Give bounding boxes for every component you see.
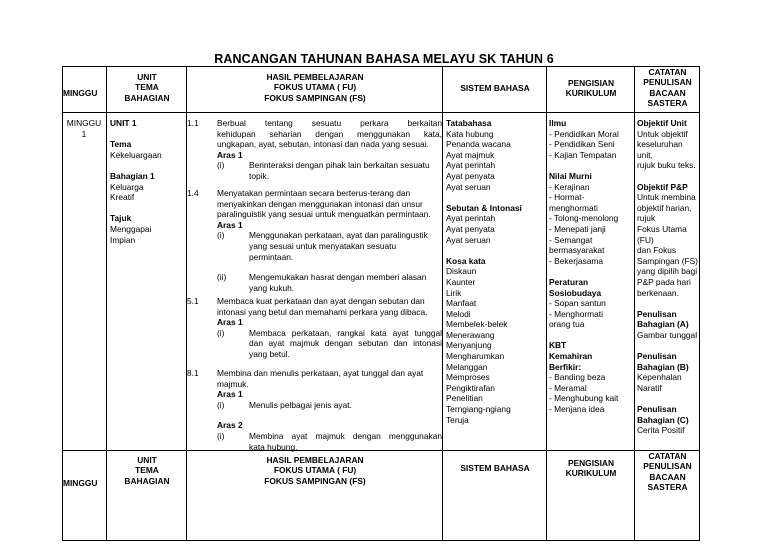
header-sistem-repeat: SISTEM BAHASA: [460, 463, 530, 473]
header-pengisian-repeat: PENGISIAN KURIKULUM: [565, 458, 617, 479]
row-unit: UNIT 1 Tema Kekeluargaan Bahagian 1 Keluarga Kreatif Tajuk Menggapai Impian: [110, 118, 162, 245]
row-catatan: Objektif Unit Untuk objektif keseluruhan unit, rujuk buku teks. Objektif P&P Untuk membina objektif harian, rujuk Fokus Utama (FU) dan Fokus Sampingan (FS) yang dipilih bagi P&P pada hari berkenaan. Penulisan Bahagian (A) Gambar tunggal Penulisan Bahagian (B) Kepenhalan Naratif Penulisan Bahagian (C) Cerita Positif: [637, 118, 698, 436]
page-title: RANCANGAN TAHUNAN BAHASA MELAYU SK TAHUN 6: [214, 52, 554, 66]
header-hasil-repeat: HASIL PEMBELAJARAN FOKUS UTAMA ( FU) FOKUS SAMPINGAN (FS): [264, 455, 366, 486]
header-minggu-repeat: MINGGU: [63, 478, 98, 488]
row-hasil: 1.1 Berbual tentang sesuatu perkara berkaitan kehidupan seharian dengan menggunakan kata, ungkapan, ayat, sebutan, intonasi dan nada yang sesuai. Aras 1 (i) Berinteraksi dengan pihak lain berkaitan sesuatu topik. 1.4 Menyatakan permintaan secara berterus-terang dan menyakinkan dengan menggunakan intonasi dan unsur paralinguistik yang sesuai untuk menguatkan permintaan. Aras 1 (i) Menggunakan perkataan, ayat dan paralingustik yang sesuai untuk menyatakan sesuatu permintaan. (ii) Mengemukakan hasrat dengan memberi alasan yang kukuh. 5.1 Membaca kuat perkataan dan ayat dengan sebutan dan intonasi yang betul dan memahami perkara yang dibaca. Aras 1 (i) Membaca perkataan, rangkai kata ayat tunggal dan ayat majmuk dengan sebutan dan intonasi yang betul. 8.1 Membina dan menulis perkataan, ayat tunggal dan ayat majmuk. Aras 1 (i) Menulis pelbagai jenis ayat. Aras 2 (i) Membina ayat majmuk dengan menggunakan kata hubung.: [187, 118, 442, 452]
row-sistem: Tatabahasa Kata hubung Penanda wacana Ayat majmuk Ayat perintah Ayat penyata Ayat seruan Sebutan & Intonasi Ayat perintah Ayat penyata Ayat seruan Kosa kata Diskaun Kaunter Lirik Manfaat Melodi Membelek-belek Menerawang Menyanjung Mengharumkan Melanggan Memproses Pengiktirafan Penelitian Terngiang-ngiang Teruja: [446, 118, 522, 425]
header-catatan: CATATAN PENULISAN BACAAN SASTERA: [643, 67, 692, 109]
row-minggu: MINGGU 1: [66, 118, 102, 139]
header-unit: UNIT TEMA BAHAGIAN: [124, 72, 170, 103]
header-catatan-repeat: CATATAN PENULISAN BACAAN SASTERA: [643, 451, 692, 493]
header-pengisian: PENGISIAN KURIKULUM: [565, 78, 617, 99]
header-unit-repeat: UNIT TEMA BAHAGIAN: [124, 455, 170, 486]
header-minggu: MINGGU: [63, 88, 98, 98]
header-hasil: HASIL PEMBELAJARAN FOKUS UTAMA ( FU) FOKUS SAMPINGAN (FS): [264, 72, 366, 103]
row-pengisian: Ilmu - Pendidikan Moral - Pendidikan Seni - Kajian Tempatan Nilai Murni - Kerajinan - Hormat- menghormati - Tolong-menolong - Menepati janji - Semangat bermasyarakat - Bekerjasama Peraturan Sosiobudaya - Sopan santun - Menghormati orang tua KBT Kemahiran Berfikir: - Banding beza - Meramal - Menghubung kait - Menjana idea: [549, 118, 619, 415]
header-sistem: SISTEM BAHASA: [460, 83, 530, 93]
